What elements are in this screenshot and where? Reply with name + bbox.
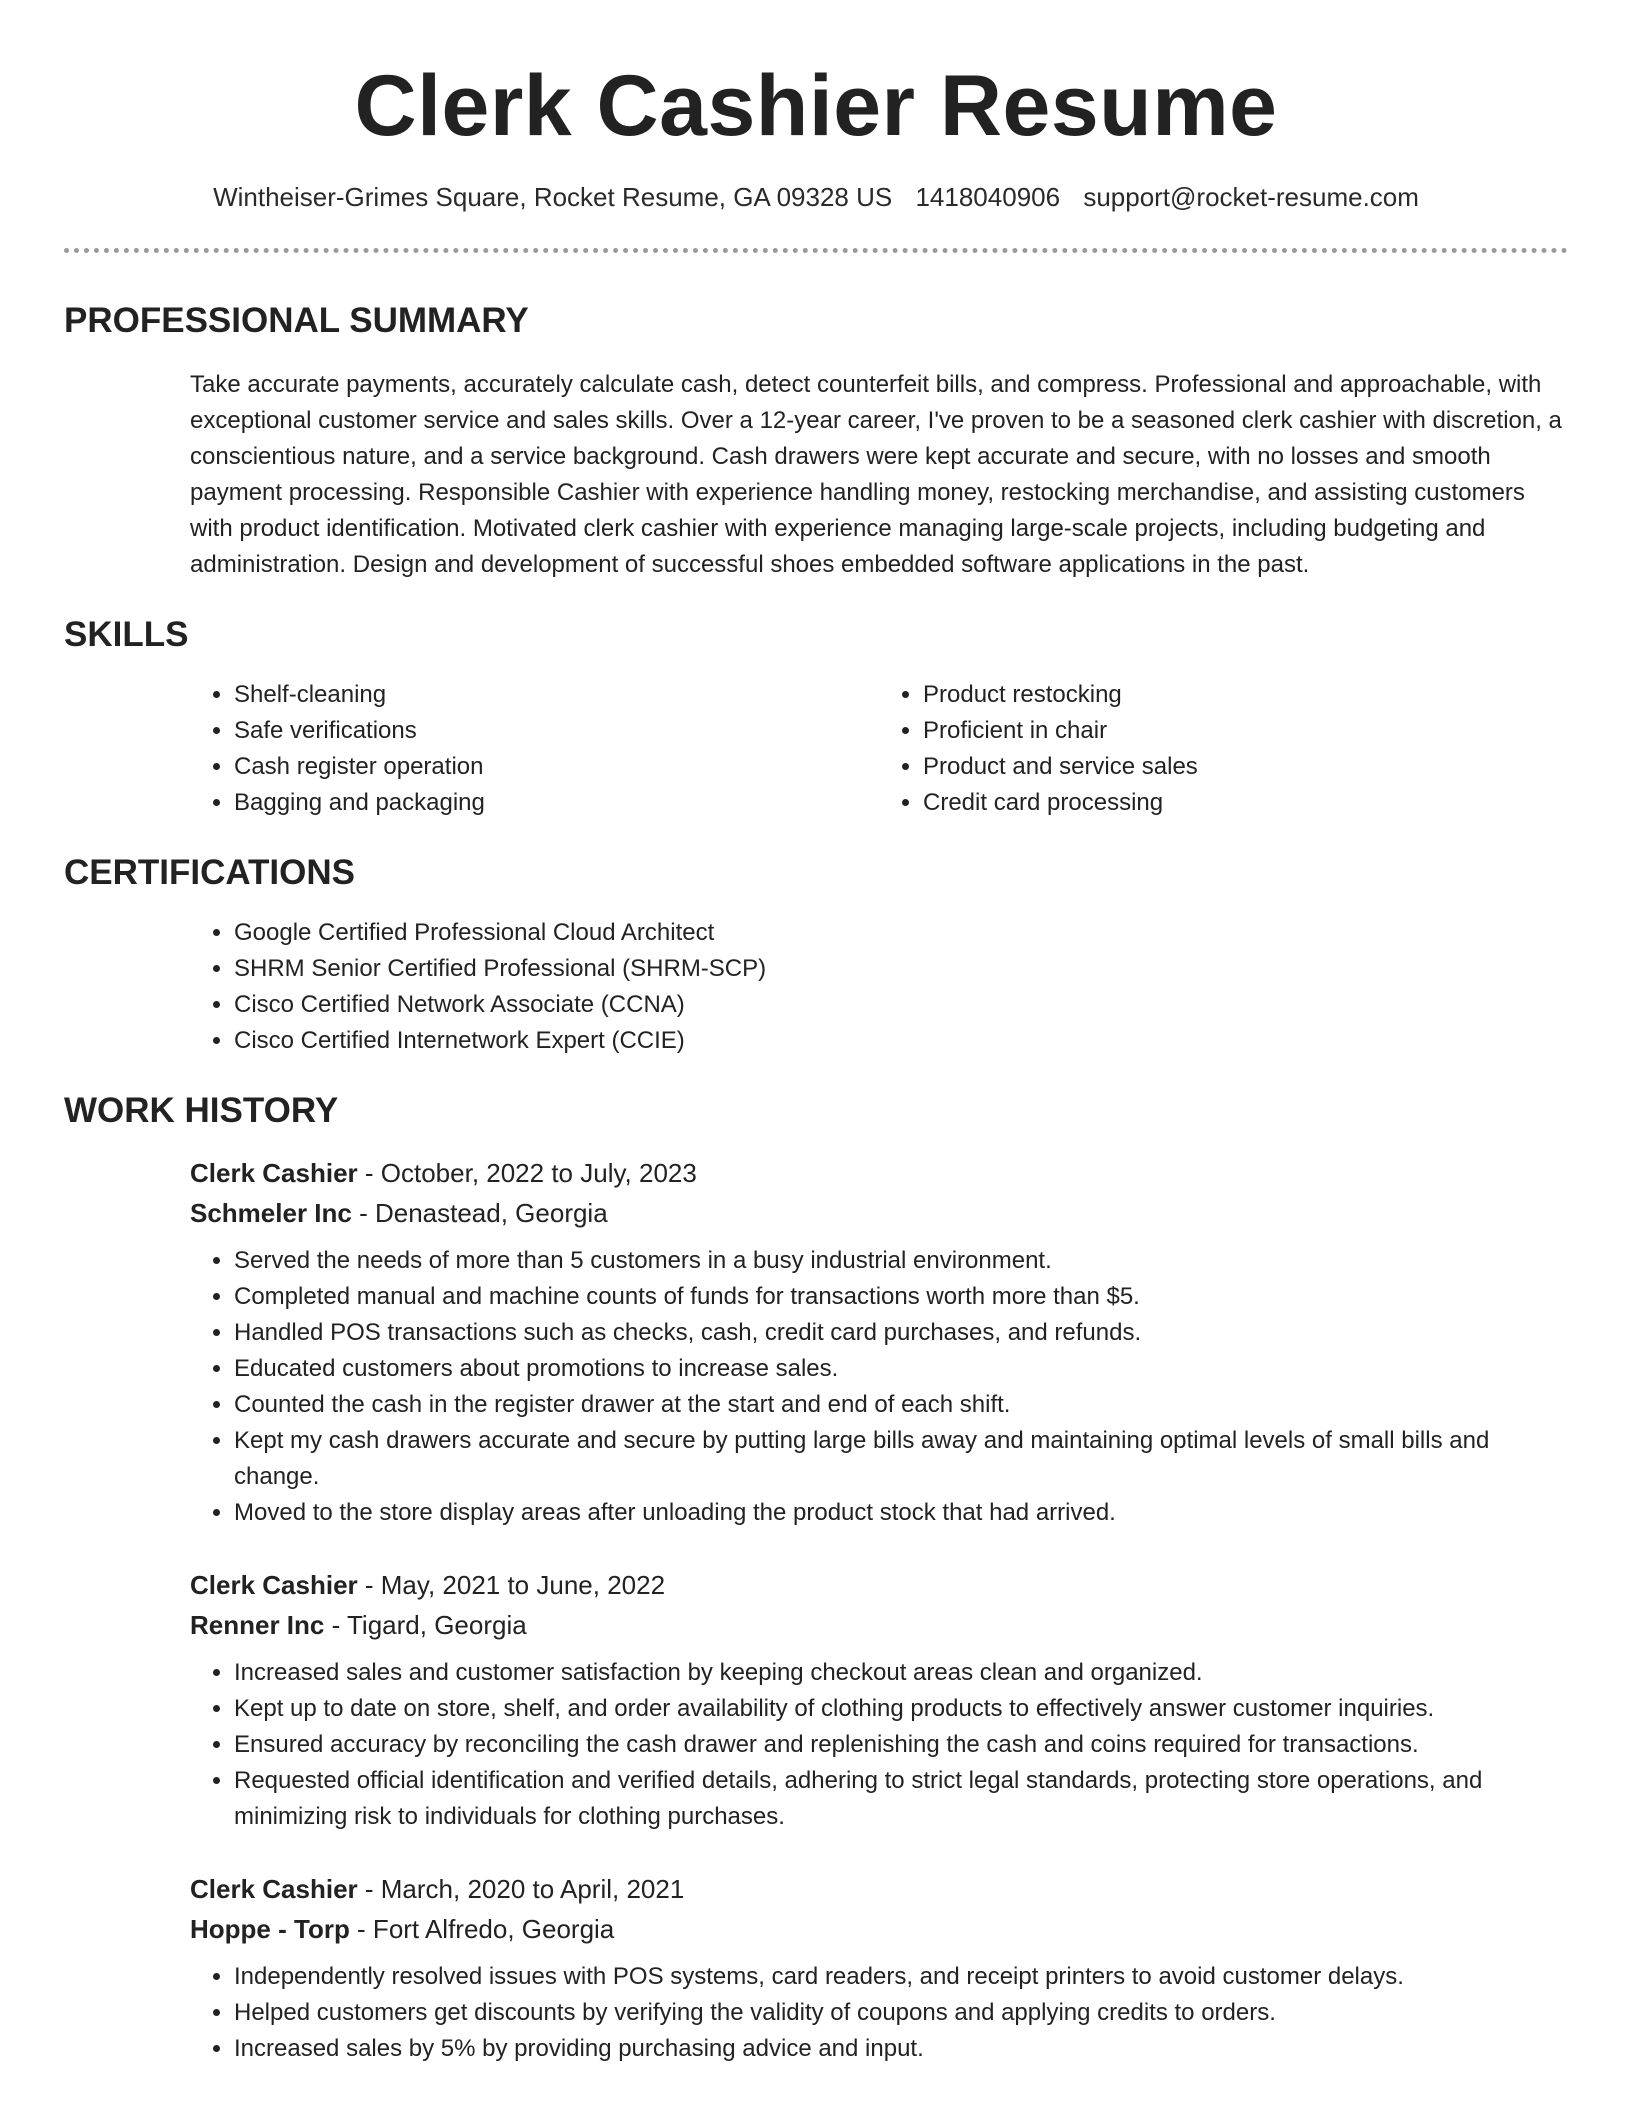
contact-line: [64, 180, 1568, 214]
job-duty: • Increased sales and customer satisfaction by keeping checkout areas clean and organized.: [234, 1655, 1568, 1691]
job-dates: - March, 2020 to April, 2021: [357, 1874, 685, 1904]
job-role-line: [190, 1565, 1568, 1605]
job-role-line: [190, 1869, 1568, 1909]
resume-title: Clerk Cashier Resume: [354, 58, 1278, 154]
skills-column-right: [879, 677, 1568, 821]
job-duty: • Completed manual and machine counts of funds for transactions worth more than $5.: [234, 1279, 1568, 1315]
certifications-list: [190, 915, 1568, 1059]
skill-item: • Cash register operation: [234, 749, 879, 785]
job-entry: [190, 1869, 1568, 2067]
skill-item: • Shelf-cleaning: [234, 677, 879, 713]
job-role: Clerk Cashier: [190, 1158, 358, 1188]
summary-text: Take accurate payments, accurately calculate cash, detect counterfeit bills, and compress. Professional and approachable, with exceptional customer service and sales skills. Over a 12-year career, I've proven to be a seasoned clerk cashier with discretion, a conscientious nature, and a service background. Cash drawers were kept accurate and secure, with no losses and smooth payment processing. Responsible Cashier with experience handling money, restocking merchandise, and assisting customers with product identification. Motivated clerk cashier with experience managing large-scale projects, including budgeting and administration. Design and development of successful shoes embedded software applications in the past.: [190, 371, 1562, 578]
job-role: Clerk Cashier: [190, 1570, 358, 1600]
skill-item: • Credit card processing: [923, 785, 1568, 821]
skills-column-left: [190, 677, 879, 821]
job-duty: • Educated customers about promotions to increase sales.: [234, 1351, 1568, 1387]
job-company: Schmeler Inc: [190, 1198, 352, 1228]
work-history-heading: WORK HISTORY: [64, 1091, 339, 1130]
job-location: - Tigard, Georgia: [324, 1610, 527, 1640]
job-entry: [190, 1153, 1568, 1531]
contact-email: support@rocket-resume.com: [1083, 182, 1419, 212]
job-duty: • Independently resolved issues with POS systems, card readers, and receipt printers to avoid customer delays.: [234, 1959, 1568, 1995]
job-role-line: [190, 1153, 1568, 1193]
contact-address: Wintheiser-Grimes Square, Rocket Resume, GA 09328 US: [213, 182, 893, 212]
job-duty: • Counted the cash in the register drawer at the start and end of each shift.: [234, 1387, 1568, 1423]
certification-item: • Google Certified Professional Cloud Architect: [234, 915, 1568, 951]
skill-item: • Product restocking: [923, 677, 1568, 713]
job-location: - Denastead, Georgia: [351, 1198, 608, 1228]
job-entry: [190, 1565, 1568, 1835]
job-duties: [190, 1655, 1568, 1835]
skills-list: [190, 677, 1568, 821]
job-duty: • Served the needs of more than 5 customers in a busy industrial environment.: [234, 1243, 1568, 1279]
summary-heading: PROFESSIONAL SUMMARY: [64, 301, 529, 340]
job-duty: • Helped customers get discounts by verifying the validity of coupons and applying credits to orders.: [234, 1995, 1568, 2031]
job-duty: • Handled POS transactions such as checks, cash, credit card purchases, and refunds.: [234, 1315, 1568, 1351]
job-duties: [190, 1243, 1568, 1531]
certification-item: • SHRM Senior Certified Professional (SHRM-SCP): [234, 951, 1568, 987]
job-duty: • Requested official identification and verified details, adhering to strict legal standards, protecting store operations, and minimizing risk to individuals for clothing purchases.: [234, 1763, 1568, 1835]
job-duties: [190, 1959, 1568, 2067]
job-duty: • Moved to the store display areas after unloading the product stock that had arrived.: [234, 1495, 1568, 1531]
skill-item: • Proficient in chair: [923, 713, 1568, 749]
job-duty: • Kept up to date on store, shelf, and order availability of clothing products to effectively answer customer inquiries.: [234, 1691, 1568, 1727]
job-dates: - October, 2022 to July, 2023: [357, 1158, 697, 1188]
certifications-heading: CERTIFICATIONS: [64, 853, 356, 892]
header-divider: [64, 248, 1568, 253]
job-dates: - May, 2021 to June, 2022: [357, 1570, 666, 1600]
job-company: Renner Inc: [190, 1610, 325, 1640]
skill-item: • Product and service sales: [923, 749, 1568, 785]
job-company-line: [190, 1909, 1568, 1949]
resume-page: [64, 0, 1568, 2112]
certification-item: • Cisco Certified Internetwork Expert (CCIE): [234, 1023, 1568, 1059]
job-company-line: [190, 1193, 1568, 1233]
skill-item: • Bagging and packaging: [234, 785, 879, 821]
job-duty: • Ensured accuracy by reconciling the cash drawer and replenishing the cash and coins required for transactions.: [234, 1727, 1568, 1763]
skill-item: • Safe verifications: [234, 713, 879, 749]
job-company: Hoppe - Torp: [190, 1914, 350, 1944]
job-duty: • Increased sales by 5% by providing purchasing advice and input.: [234, 2031, 1568, 2067]
contact-phone: 1418040906: [915, 182, 1061, 212]
skills-heading: SKILLS: [64, 615, 189, 654]
job-company-line: [190, 1605, 1568, 1645]
job-duty: • Kept my cash drawers accurate and secure by putting large bills away and maintaining optimal levels of small bills and change.: [234, 1423, 1568, 1495]
certification-item: • Cisco Certified Network Associate (CCNA): [234, 987, 1568, 1023]
job-location: - Fort Alfredo, Georgia: [349, 1914, 615, 1944]
job-role: Clerk Cashier: [190, 1874, 358, 1904]
